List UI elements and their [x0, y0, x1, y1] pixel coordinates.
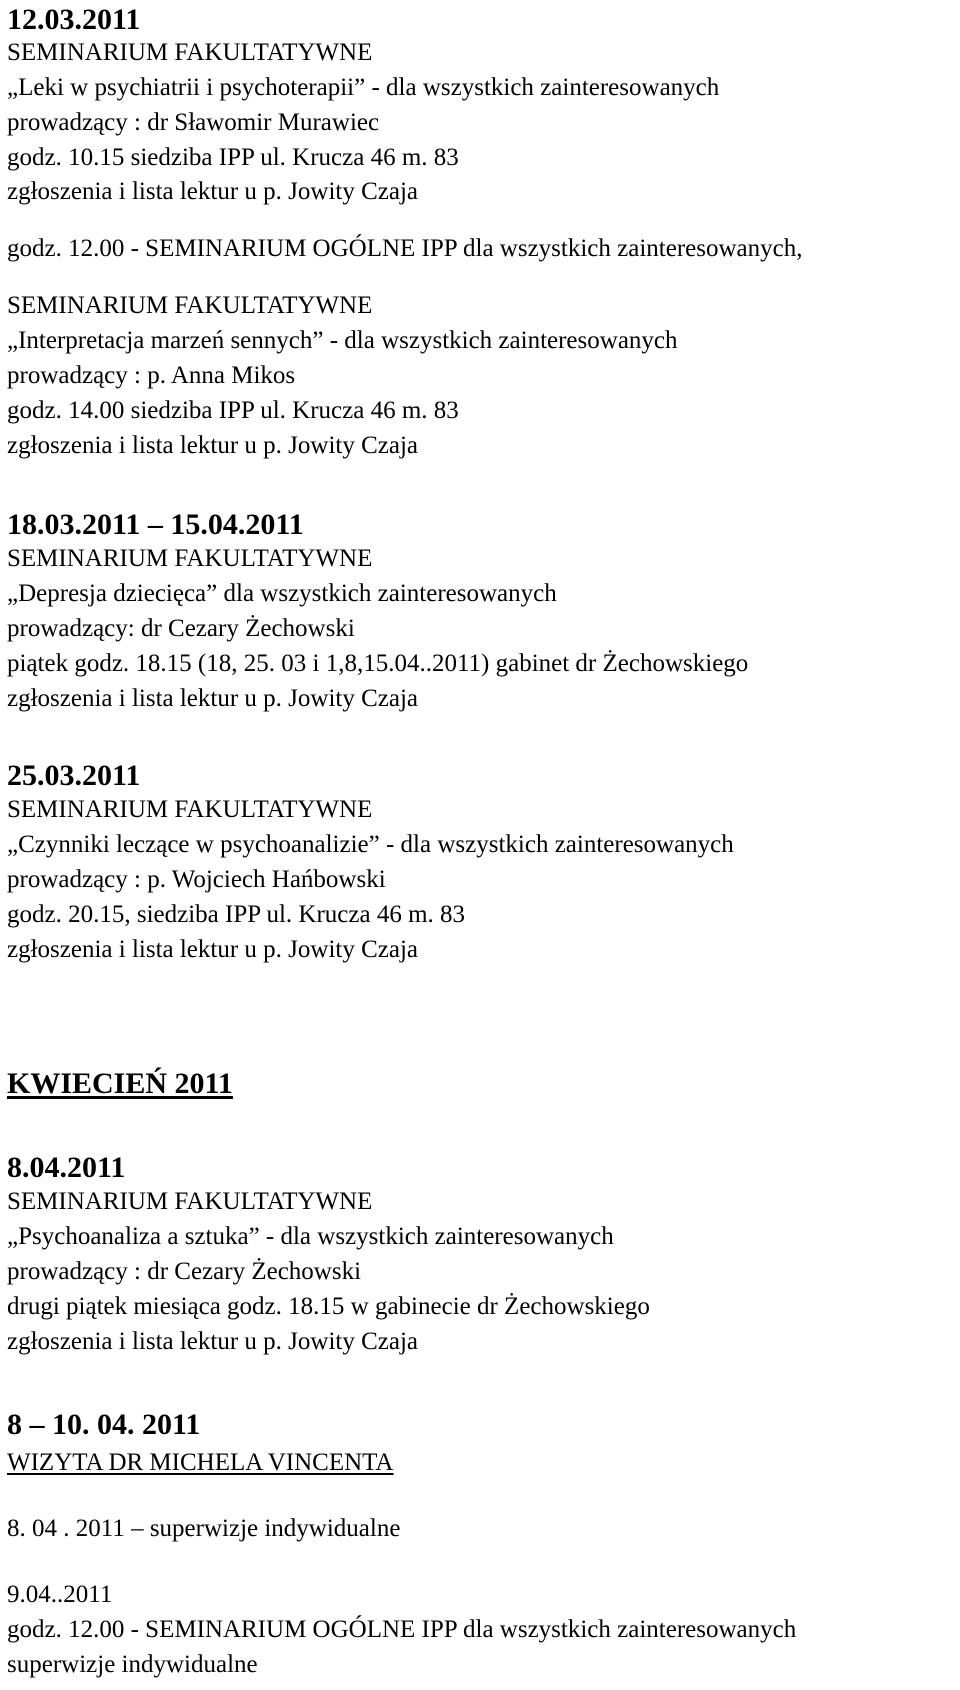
- seminar-time-place: godz. 20.15, siedziba IPP ul. Krucza 46 m. 83: [7, 901, 466, 928]
- seminar-time-place: piątek godz. 18.15 (18, 25. 03 i 1,8,15.04..2011) gabinet dr Żechowskiego: [7, 650, 749, 677]
- seminar-title: „Psychoanaliza a sztuka” - dla wszystkich zainteresowanych: [7, 1223, 614, 1250]
- seminar-time-place: godz. 10.15 siedziba IPP ul. Krucza 46 m. 83: [7, 144, 459, 171]
- visit-date: 8 – 10. 04. 2011: [7, 1408, 201, 1441]
- seminar-title: „Leki w psychiatrii i psychoterapii” - dla wszystkich zainteresowanych: [7, 74, 720, 101]
- seminar-leader: prowadzący : p. Wojciech Hańbowski: [7, 866, 386, 893]
- seminar-title: „Czynniki leczące w psychoanalizie” - dla wszystkich zainteresowanych: [7, 831, 734, 858]
- seminar-registration: zgłoszenia i lista lektur u p. Jowity Czaja: [7, 432, 419, 459]
- visit-title: WIZYTA DR MICHELA VINCENTA: [7, 1449, 394, 1476]
- section-date: 25.03.2011: [7, 759, 141, 792]
- seminar-title: „Depresja dziecięca” dla wszystkich zainteresowanych: [7, 580, 557, 607]
- seminar-leader: prowadzący : p. Anna Mikos: [7, 362, 296, 389]
- section-date: 8.04.2011: [7, 1151, 126, 1184]
- visit-supervision-line-2: superwizje indywidualne: [7, 1651, 258, 1678]
- seminar-leader: prowadzący : dr Cezary Żechowski: [7, 1258, 362, 1285]
- seminar-registration: zgłoszenia i lista lektur u p. Jowity Czaja: [7, 1328, 419, 1355]
- visit-supervision-line: 8. 04 . 2011 – superwizje indywidualne: [7, 1515, 401, 1542]
- seminar-registration: zgłoszenia i lista lektur u p. Jowity Czaja: [7, 936, 419, 963]
- general-seminar-line: godz. 12.00 - SEMINARIUM OGÓLNE IPP dla wszystkich zainteresowanych: [7, 1616, 797, 1643]
- seminar-title: „Interpretacja marzeń sennych” - dla wszystkich zainteresowanych: [7, 327, 678, 354]
- seminar-type: SEMINARIUM FAKULTATYWNE: [7, 1188, 373, 1215]
- seminar-time-place: drugi piątek miesiąca godz. 18.15 w gabinecie dr Żechowskiego: [7, 1293, 650, 1320]
- seminar-type: SEMINARIUM FAKULTATYWNE: [7, 796, 373, 823]
- seminar-registration: zgłoszenia i lista lektur u p. Jowity Czaja: [7, 685, 419, 712]
- seminar-type: SEMINARIUM FAKULTATYWNE: [7, 39, 373, 66]
- visit-second-date: 9.04..2011: [7, 1581, 113, 1608]
- seminar-registration: zgłoszenia i lista lektur u p. Jowity Czaja: [7, 178, 419, 205]
- seminar-type: SEMINARIUM FAKULTATYWNE: [7, 545, 373, 572]
- seminar-type: SEMINARIUM FAKULTATYWNE: [7, 292, 373, 319]
- general-seminar-line: godz. 12.00 - SEMINARIUM OGÓLNE IPP dla wszystkich zainteresowanych,: [7, 235, 803, 262]
- section-date: 12.03.2011: [7, 3, 141, 36]
- month-heading: KWIECIEŃ 2011: [7, 1067, 233, 1100]
- seminar-leader: prowadzący: dr Cezary Żechowski: [7, 615, 355, 642]
- seminar-time-place: godz. 14.00 siedziba IPP ul. Krucza 46 m. 83: [7, 397, 459, 424]
- section-date: 18.03.2011 – 15.04.2011: [7, 508, 304, 541]
- seminar-leader: prowadzący : dr Sławomir Murawiec: [7, 109, 380, 136]
